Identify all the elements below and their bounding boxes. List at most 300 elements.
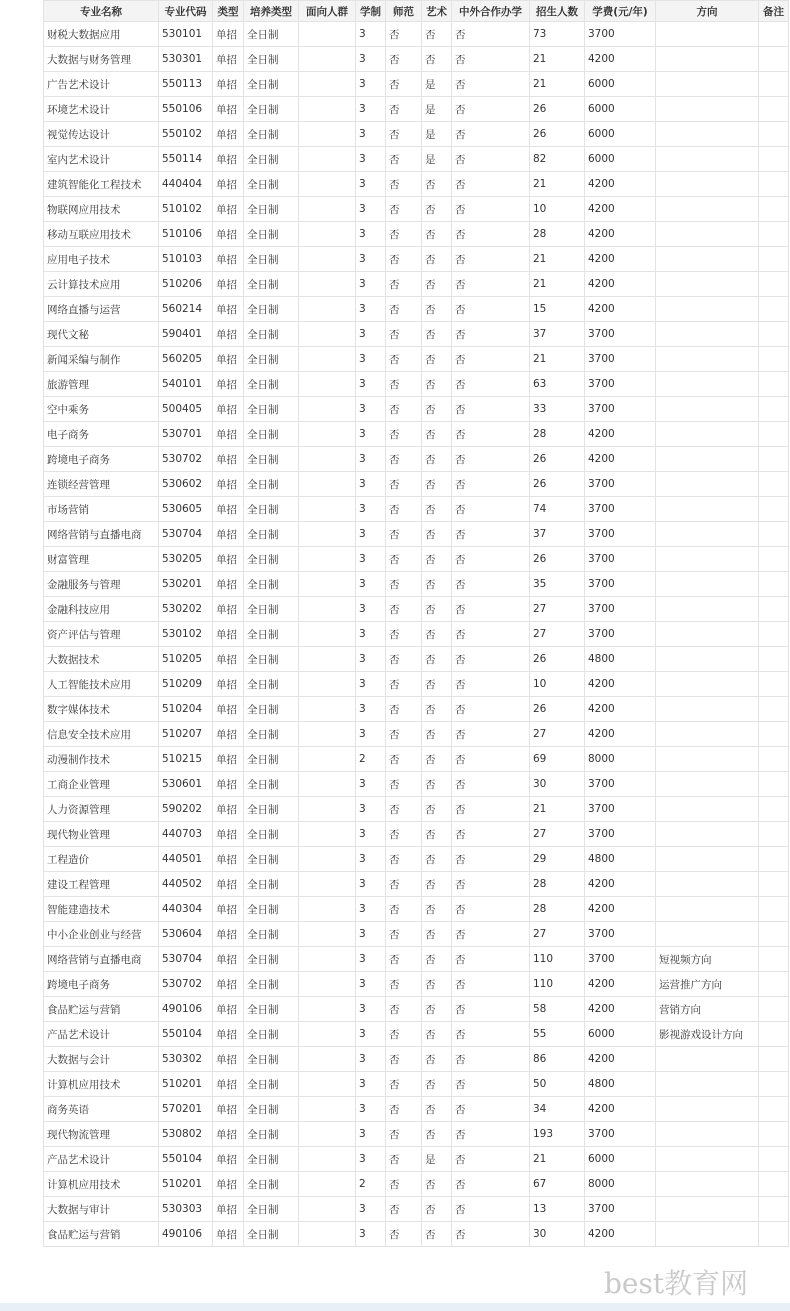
cell-target-group [299,897,356,922]
cell-study-mode: 全日制 [244,722,299,747]
cell-enrollment: 27 [530,822,585,847]
cell-tuition: 4200 [585,1222,656,1247]
cell-joint-program: 否 [452,347,530,372]
cell-target-group [299,747,356,772]
cell-remark [759,222,789,247]
cell-major-code: 490106 [159,1222,213,1247]
cell-remark [759,872,789,897]
cell-joint-program: 否 [452,997,530,1022]
cell-normal: 否 [386,797,422,822]
cell-tuition: 3700 [585,397,656,422]
cell-major-name: 连锁经营管理 [44,472,159,497]
table-row [44,97,789,122]
cell-study-mode: 全日制 [244,697,299,722]
cell-study-mode: 全日制 [244,1172,299,1197]
table-row [44,972,789,997]
cell-remark [759,347,789,372]
cell-major-code: 440501 [159,847,213,872]
cell-study-mode: 全日制 [244,1197,299,1222]
cell-direction [656,847,759,872]
cell-target-group [299,297,356,322]
cell-major-name: 中小企业创业与经营 [44,922,159,947]
cell-target-group [299,772,356,797]
cell-target-group [299,947,356,972]
table-row [44,922,789,947]
table-row [44,347,789,372]
cell-art: 否 [422,622,452,647]
cell-type: 单招 [213,1122,244,1147]
cell-study-mode: 全日制 [244,597,299,622]
cell-remark [759,497,789,522]
cell-target-group [299,872,356,897]
cell-target-group [299,1047,356,1072]
cell-target-group [299,672,356,697]
table-row [44,672,789,697]
cell-direction [656,722,759,747]
cell-enrollment: 15 [530,297,585,322]
cell-direction: 运营推广方向 [656,972,759,997]
cell-duration: 3 [356,1047,386,1072]
cell-enrollment: 58 [530,997,585,1022]
cell-tuition: 6000 [585,147,656,172]
table-row [44,747,789,772]
cell-direction [656,1047,759,1072]
column-header: 方向 [656,1,759,22]
cell-major-code: 570201 [159,1097,213,1122]
cell-major-code: 550106 [159,97,213,122]
cell-direction [656,1097,759,1122]
cell-type: 单招 [213,1022,244,1047]
cell-study-mode: 全日制 [244,122,299,147]
cell-direction [656,597,759,622]
cell-duration: 3 [356,322,386,347]
table-row [44,572,789,597]
cell-target-group [299,972,356,997]
cell-duration: 3 [356,947,386,972]
cell-major-code: 590202 [159,797,213,822]
cell-duration: 3 [356,897,386,922]
cell-art: 否 [422,1222,452,1247]
cell-major-name: 大数据与审计 [44,1197,159,1222]
cell-target-group [299,1122,356,1147]
cell-normal: 否 [386,372,422,397]
cell-remark [759,1047,789,1072]
table-row [44,497,789,522]
cell-remark [759,772,789,797]
cell-tuition: 3700 [585,22,656,47]
cell-remark [759,1022,789,1047]
cell-duration: 3 [356,22,386,47]
cell-art: 否 [422,1072,452,1097]
cell-duration: 3 [356,222,386,247]
cell-art: 否 [422,447,452,472]
cell-duration: 3 [356,297,386,322]
cell-art: 是 [422,147,452,172]
cell-tuition: 4200 [585,297,656,322]
cell-direction [656,897,759,922]
cell-direction: 短视频方向 [656,947,759,972]
cell-major-code: 510207 [159,722,213,747]
cell-type: 单招 [213,747,244,772]
cell-joint-program: 否 [452,172,530,197]
cell-joint-program: 否 [452,672,530,697]
cell-remark [759,1172,789,1197]
cell-remark [759,897,789,922]
cell-study-mode: 全日制 [244,1022,299,1047]
cell-type: 单招 [213,122,244,147]
column-header: 中外合作办学 [452,1,530,22]
cell-tuition: 6000 [585,72,656,97]
cell-direction [656,772,759,797]
cell-joint-program: 否 [452,22,530,47]
table-row [44,647,789,672]
table-row [44,22,789,47]
cell-study-mode: 全日制 [244,372,299,397]
cell-duration: 3 [356,997,386,1022]
cell-major-name: 数字媒体技术 [44,697,159,722]
cell-study-mode: 全日制 [244,1072,299,1097]
cell-normal: 否 [386,1047,422,1072]
cell-major-name: 金融科技应用 [44,597,159,622]
cell-major-name: 工商企业管理 [44,772,159,797]
cell-type: 单招 [213,1172,244,1197]
cell-normal: 否 [386,572,422,597]
cell-major-code: 510201 [159,1172,213,1197]
cell-direction [656,322,759,347]
cell-remark [759,972,789,997]
cell-tuition: 4800 [585,1072,656,1097]
cell-major-name: 大数据技术 [44,647,159,672]
cell-art: 否 [422,197,452,222]
cell-type: 单招 [213,622,244,647]
cell-tuition: 4200 [585,47,656,72]
cell-remark [759,997,789,1022]
cell-enrollment: 21 [530,1147,585,1172]
cell-major-name: 大数据与会计 [44,1047,159,1072]
cell-major-code: 530202 [159,597,213,622]
cell-art: 否 [422,797,452,822]
cell-joint-program: 否 [452,1022,530,1047]
table-row [44,1147,789,1172]
cell-major-name: 电子商务 [44,422,159,447]
cell-target-group [299,472,356,497]
cell-normal: 否 [386,1172,422,1197]
cell-normal: 否 [386,597,422,622]
table-row [44,522,789,547]
table-row [44,147,789,172]
cell-direction [656,472,759,497]
cell-major-code: 550104 [159,1022,213,1047]
cell-remark [759,472,789,497]
cell-normal: 否 [386,1147,422,1172]
cell-type: 单招 [213,872,244,897]
cell-joint-program: 否 [452,372,530,397]
cell-target-group [299,97,356,122]
cell-direction [656,97,759,122]
cell-remark [759,572,789,597]
cell-type: 单招 [213,472,244,497]
cell-art: 否 [422,697,452,722]
cell-enrollment: 55 [530,1022,585,1047]
cell-major-name: 产品艺术设计 [44,1147,159,1172]
cell-study-mode: 全日制 [244,497,299,522]
cell-enrollment: 110 [530,972,585,997]
cell-direction [656,1197,759,1222]
table-row [44,1197,789,1222]
cell-target-group [299,1197,356,1222]
cell-tuition: 4200 [585,422,656,447]
cell-duration: 3 [356,647,386,672]
cell-study-mode: 全日制 [244,72,299,97]
cell-art: 否 [422,422,452,447]
cell-joint-program: 否 [452,1222,530,1247]
cell-joint-program: 否 [452,972,530,997]
cell-direction [656,197,759,222]
cell-tuition: 4200 [585,697,656,722]
cell-type: 单招 [213,147,244,172]
cell-direction [656,572,759,597]
page-bottom-band [0,1303,790,1311]
cell-art: 否 [422,922,452,947]
cell-type: 单招 [213,947,244,972]
cell-study-mode: 全日制 [244,97,299,122]
cell-joint-program: 否 [452,872,530,897]
cell-enrollment: 110 [530,947,585,972]
cell-art: 否 [422,1172,452,1197]
cell-normal: 否 [386,447,422,472]
cell-tuition: 4200 [585,1047,656,1072]
table-row [44,447,789,472]
cell-joint-program: 否 [452,97,530,122]
cell-study-mode: 全日制 [244,847,299,872]
cell-type: 单招 [213,22,244,47]
cell-major-code: 530704 [159,522,213,547]
cell-direction: 营销方向 [656,997,759,1022]
cell-remark [759,322,789,347]
cell-target-group [299,547,356,572]
cell-duration: 3 [356,497,386,522]
cell-remark [759,722,789,747]
cell-target-group [299,597,356,622]
table-row [44,422,789,447]
cell-joint-program: 否 [452,697,530,722]
cell-normal: 否 [386,722,422,747]
cell-enrollment: 193 [530,1122,585,1147]
cell-major-code: 510206 [159,272,213,297]
cell-major-name: 市场营销 [44,497,159,522]
cell-remark [759,547,789,572]
table-row [44,72,789,97]
cell-study-mode: 全日制 [244,747,299,772]
cell-enrollment: 26 [530,647,585,672]
cell-duration: 3 [356,722,386,747]
cell-type: 单招 [213,197,244,222]
cell-major-name: 信息安全技术应用 [44,722,159,747]
cell-type: 单招 [213,47,244,72]
table-row [44,897,789,922]
admissions-table-container [43,0,790,1247]
cell-target-group [299,1222,356,1247]
cell-direction [656,647,759,672]
cell-type: 单招 [213,1097,244,1122]
cell-normal: 否 [386,122,422,147]
table-row [44,397,789,422]
cell-target-group [299,647,356,672]
cell-remark [759,422,789,447]
cell-major-name: 工程造价 [44,847,159,872]
cell-remark [759,47,789,72]
table-row [44,222,789,247]
cell-study-mode: 全日制 [244,222,299,247]
column-header: 学制 [356,1,386,22]
cell-enrollment: 21 [530,172,585,197]
cell-normal: 否 [386,497,422,522]
cell-remark [759,1072,789,1097]
cell-major-code: 530102 [159,622,213,647]
cell-type: 单招 [213,772,244,797]
cell-target-group [299,22,356,47]
cell-type: 单招 [213,572,244,597]
cell-tuition: 3700 [585,797,656,822]
cell-direction [656,422,759,447]
cell-tuition: 3700 [585,1122,656,1147]
cell-target-group [299,697,356,722]
cell-study-mode: 全日制 [244,272,299,297]
cell-study-mode: 全日制 [244,197,299,222]
cell-type: 单招 [213,72,244,97]
cell-major-code: 550114 [159,147,213,172]
table-row [44,1072,789,1097]
cell-normal: 否 [386,922,422,947]
cell-tuition: 4800 [585,647,656,672]
cell-duration: 3 [356,347,386,372]
cell-direction [656,697,759,722]
column-header: 面向人群 [299,1,356,22]
cell-study-mode: 全日制 [244,147,299,172]
cell-major-name: 计算机应用技术 [44,1172,159,1197]
cell-normal: 否 [386,872,422,897]
cell-tuition: 3700 [585,947,656,972]
cell-art: 否 [422,1097,452,1122]
cell-major-name: 跨境电子商务 [44,447,159,472]
cell-tuition: 8000 [585,1172,656,1197]
cell-type: 单招 [213,497,244,522]
cell-enrollment: 21 [530,47,585,72]
cell-remark [759,447,789,472]
cell-direction [656,497,759,522]
cell-direction [656,272,759,297]
cell-tuition: 4200 [585,172,656,197]
cell-duration: 3 [356,847,386,872]
cell-enrollment: 34 [530,1097,585,1122]
cell-normal: 否 [386,622,422,647]
cell-major-code: 510209 [159,672,213,697]
cell-direction [656,147,759,172]
cell-major-code: 550102 [159,122,213,147]
cell-major-code: 540101 [159,372,213,397]
cell-tuition: 4200 [585,447,656,472]
cell-direction [656,797,759,822]
cell-target-group [299,1072,356,1097]
cell-duration: 3 [356,597,386,622]
cell-major-code: 440502 [159,872,213,897]
cell-major-code: 530302 [159,1047,213,1072]
cell-joint-program: 否 [452,922,530,947]
table-row [44,872,789,897]
cell-tuition: 3700 [585,472,656,497]
cell-direction [656,22,759,47]
table-row [44,697,789,722]
cell-target-group [299,172,356,197]
table-row [44,1022,789,1047]
cell-type: 单招 [213,522,244,547]
cell-art: 否 [422,347,452,372]
cell-type: 单招 [213,672,244,697]
cell-enrollment: 10 [530,197,585,222]
cell-target-group [299,372,356,397]
cell-duration: 3 [356,97,386,122]
cell-major-name: 建筑智能化工程技术 [44,172,159,197]
cell-major-name: 视觉传达设计 [44,122,159,147]
cell-direction [656,372,759,397]
cell-art: 是 [422,1147,452,1172]
cell-major-code: 440404 [159,172,213,197]
cell-target-group [299,822,356,847]
cell-tuition: 4800 [585,847,656,872]
cell-remark [759,647,789,672]
cell-study-mode: 全日制 [244,172,299,197]
cell-duration: 3 [356,672,386,697]
cell-tuition: 3700 [585,572,656,597]
table-row [44,297,789,322]
cell-target-group [299,497,356,522]
cell-duration: 3 [356,872,386,897]
cell-enrollment: 21 [530,347,585,372]
cell-art: 否 [422,247,452,272]
cell-major-code: 530602 [159,472,213,497]
cell-enrollment: 28 [530,222,585,247]
table-row [44,247,789,272]
table-row [44,122,789,147]
cell-study-mode: 全日制 [244,972,299,997]
table-row [44,1172,789,1197]
cell-direction [656,822,759,847]
cell-direction [656,922,759,947]
cell-normal: 否 [386,1122,422,1147]
cell-duration: 3 [356,72,386,97]
header-row [44,1,789,22]
cell-art: 否 [422,822,452,847]
cell-target-group [299,272,356,297]
cell-enrollment: 26 [530,97,585,122]
cell-art: 否 [422,972,452,997]
cell-joint-program: 否 [452,322,530,347]
cell-remark [759,1097,789,1122]
cell-joint-program: 否 [452,1097,530,1122]
table-body [44,22,789,1247]
cell-art: 否 [422,47,452,72]
cell-type: 单招 [213,797,244,822]
cell-study-mode: 全日制 [244,897,299,922]
cell-study-mode: 全日制 [244,622,299,647]
cell-enrollment: 27 [530,922,585,947]
cell-target-group [299,1172,356,1197]
cell-joint-program: 否 [452,1072,530,1097]
cell-duration: 2 [356,1172,386,1197]
cell-remark [759,22,789,47]
cell-major-name: 现代物业管理 [44,822,159,847]
cell-major-code: 530601 [159,772,213,797]
